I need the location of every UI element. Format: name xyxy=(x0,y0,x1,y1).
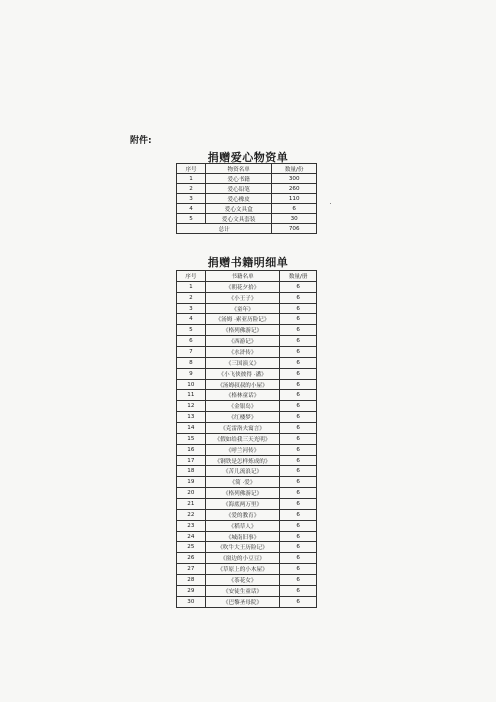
cell-name: 《水浒传》 xyxy=(205,347,280,358)
cell-serial: 20 xyxy=(177,488,206,499)
cell-name: 《克雷洛夫寓言》 xyxy=(205,423,280,434)
cell-quantity: 6 xyxy=(280,433,317,444)
cell-name: 《稻草人》 xyxy=(205,520,280,531)
cell-quantity: 6 xyxy=(280,444,317,455)
table-header-row xyxy=(177,164,317,174)
cell-serial: 29 xyxy=(177,585,206,596)
cell-serial: 1 xyxy=(177,174,206,184)
cell-serial: 7 xyxy=(177,347,206,358)
table-row xyxy=(177,390,317,401)
cell-name: 《金银岛》 xyxy=(205,401,280,412)
cell-name: 爱心文具套装 xyxy=(206,214,272,224)
cell-quantity: 6 xyxy=(280,466,317,477)
cell-quantity: 6 xyxy=(280,412,317,423)
table-row xyxy=(177,184,317,194)
table-row xyxy=(177,325,317,336)
cell-quantity: 6 xyxy=(280,564,317,575)
table-row xyxy=(177,347,317,358)
scan-speck xyxy=(330,203,331,204)
cell-quantity: 6 xyxy=(280,390,317,401)
table-row xyxy=(177,423,317,434)
table-row xyxy=(177,379,317,390)
cell-serial: 12 xyxy=(177,401,206,412)
table-row xyxy=(177,444,317,455)
cell-serial: 13 xyxy=(177,412,206,423)
cell-name: 《朝花夕拾》 xyxy=(205,281,280,292)
cell-serial: 28 xyxy=(177,575,206,586)
cell-quantity: 6 xyxy=(280,531,317,542)
table-row xyxy=(177,336,317,347)
cell-name: 《城南旧事》 xyxy=(205,531,280,542)
cell-name: 《海底两万里》 xyxy=(205,499,280,510)
cell-quantity: 6 xyxy=(280,357,317,368)
cell-quantity: 6 xyxy=(280,553,317,564)
attachment-label: 附件: xyxy=(130,136,152,146)
header-quantity: 数量/份 xyxy=(272,164,317,174)
table-row xyxy=(177,509,317,520)
cell-quantity: 6 xyxy=(280,401,317,412)
table-row xyxy=(177,531,317,542)
cell-quantity: 6 xyxy=(280,314,317,325)
cell-serial: 5 xyxy=(177,214,206,224)
table-row xyxy=(177,368,317,379)
cell-serial: 15 xyxy=(177,433,206,444)
cell-serial: 22 xyxy=(177,509,206,520)
table-row xyxy=(177,553,317,564)
cell-name: 《安徒生童话》 xyxy=(205,585,280,596)
cell-serial: 3 xyxy=(177,194,206,204)
cell-serial: 26 xyxy=(177,553,206,564)
header-serial: 序号 xyxy=(177,271,206,282)
cell-quantity: 6 xyxy=(272,204,317,214)
cell-name: 《假如给我三天光明》 xyxy=(205,433,280,444)
cell-serial: 24 xyxy=(177,531,206,542)
table-row xyxy=(177,499,317,510)
cell-serial: 14 xyxy=(177,423,206,434)
cell-name: 《爱的教育》 xyxy=(205,509,280,520)
cell-quantity: 6 xyxy=(280,347,317,358)
cell-name: 《窗边的小豆豆》 xyxy=(205,553,280,564)
cell-serial: 1 xyxy=(177,281,206,292)
cell-serial: 2 xyxy=(177,292,206,303)
table-row xyxy=(177,477,317,488)
cell-serial: 17 xyxy=(177,455,206,466)
cell-name: 《小飞侠彼得 ·潘》 xyxy=(205,368,280,379)
table-row xyxy=(177,585,317,596)
cell-quantity: 6 xyxy=(280,509,317,520)
table-row xyxy=(177,194,317,204)
cell-quantity: 6 xyxy=(280,477,317,488)
cell-name: 《苦儿流浪记》 xyxy=(205,466,280,477)
table-row xyxy=(177,281,317,292)
cell-name: 爱心文具盒 xyxy=(206,204,272,214)
cell-quantity: 6 xyxy=(280,281,317,292)
total-row xyxy=(177,224,317,234)
cell-name: 《呼兰河传》 xyxy=(205,444,280,455)
cell-name: 《茶花女》 xyxy=(205,575,280,586)
cell-name: 《童年》 xyxy=(205,303,280,314)
table-row xyxy=(177,455,317,466)
table-row xyxy=(177,314,317,325)
table-row xyxy=(177,303,317,314)
cell-serial: 18 xyxy=(177,466,206,477)
cell-name: 爱心铅笔 xyxy=(206,184,272,194)
donated-books-table xyxy=(176,270,317,608)
table-row xyxy=(177,520,317,531)
cell-name: 《钢铁是怎样炼成的》 xyxy=(205,455,280,466)
cell-name: 《格林童话》 xyxy=(205,390,280,401)
table-header-row xyxy=(177,271,317,282)
cell-quantity: 6 xyxy=(280,499,317,510)
cell-name: 《草原上的小木屋》 xyxy=(205,564,280,575)
cell-serial: 8 xyxy=(177,357,206,368)
header-item-name: 物资名单 xyxy=(206,164,272,174)
cell-serial: 11 xyxy=(177,390,206,401)
table-row xyxy=(177,174,317,184)
cell-quantity: 260 xyxy=(272,184,317,194)
cell-serial: 6 xyxy=(177,336,206,347)
cell-serial: 2 xyxy=(177,184,206,194)
cell-name: 《汤姆 ·索亚历险记》 xyxy=(205,314,280,325)
header-quantity: 数量/册 xyxy=(280,271,317,282)
cell-serial: 30 xyxy=(177,596,206,607)
table-row xyxy=(177,204,317,214)
cell-quantity: 6 xyxy=(280,455,317,466)
table-row xyxy=(177,564,317,575)
cell-serial: 9 xyxy=(177,368,206,379)
cell-quantity: 6 xyxy=(280,488,317,499)
cell-name: 《汤姆叔叔的小屋》 xyxy=(205,379,280,390)
cell-name: 《吹牛大王历险记》 xyxy=(205,542,280,553)
cell-name: 《巴黎圣母院》 xyxy=(205,596,280,607)
cell-name: 《简 ·爱》 xyxy=(205,477,280,488)
total-label: 总计 xyxy=(177,224,272,234)
table-row xyxy=(177,292,317,303)
table-row xyxy=(177,575,317,586)
total-value: 706 xyxy=(272,224,317,234)
table-row xyxy=(177,412,317,423)
cell-quantity: 6 xyxy=(280,292,317,303)
cell-quantity: 6 xyxy=(280,585,317,596)
cell-name: 《西游记》 xyxy=(205,336,280,347)
cell-serial: 4 xyxy=(177,314,206,325)
cell-name: 《红楼梦》 xyxy=(205,412,280,423)
cell-name: 《格列佛游记》 xyxy=(205,488,280,499)
cell-serial: 4 xyxy=(177,204,206,214)
cell-quantity: 6 xyxy=(280,520,317,531)
cell-quantity: 6 xyxy=(280,575,317,586)
cell-quantity: 6 xyxy=(280,379,317,390)
cell-quantity: 300 xyxy=(272,174,317,184)
cell-name: 爱心橡皮 xyxy=(206,194,272,204)
cell-name: 《格列佛游记》 xyxy=(205,325,280,336)
cell-serial: 16 xyxy=(177,444,206,455)
table-row xyxy=(177,542,317,553)
cell-serial: 10 xyxy=(177,379,206,390)
cell-serial: 27 xyxy=(177,564,206,575)
table-row xyxy=(177,596,317,607)
cell-serial: 5 xyxy=(177,325,206,336)
table-row xyxy=(177,401,317,412)
header-serial: 序号 xyxy=(177,164,206,174)
cell-quantity: 6 xyxy=(280,325,317,336)
cell-quantity: 6 xyxy=(280,336,317,347)
cell-serial: 19 xyxy=(177,477,206,488)
cell-quantity: 6 xyxy=(280,303,317,314)
cell-quantity: 30 xyxy=(272,214,317,224)
cell-quantity: 6 xyxy=(280,368,317,379)
header-book-name: 书籍名单 xyxy=(205,271,280,282)
donation-materials-table xyxy=(176,163,317,234)
cell-quantity: 6 xyxy=(280,423,317,434)
table-row xyxy=(177,433,317,444)
cell-name: 爱心书籍 xyxy=(206,174,272,184)
table-row xyxy=(177,214,317,224)
cell-name: 《小王子》 xyxy=(205,292,280,303)
table-row xyxy=(177,357,317,368)
cell-quantity: 6 xyxy=(280,542,317,553)
table-row xyxy=(177,466,317,477)
cell-serial: 3 xyxy=(177,303,206,314)
cell-serial: 23 xyxy=(177,520,206,531)
cell-name: 《三国演义》 xyxy=(205,357,280,368)
cell-serial: 25 xyxy=(177,542,206,553)
cell-quantity: 110 xyxy=(272,194,317,204)
table-row xyxy=(177,488,317,499)
donated-books-title: 捐赠书籍明细单 xyxy=(207,256,289,269)
cell-quantity: 6 xyxy=(280,596,317,607)
cell-serial: 21 xyxy=(177,499,206,510)
donation-materials-title: 捐赠爱心物资单 xyxy=(207,151,289,164)
